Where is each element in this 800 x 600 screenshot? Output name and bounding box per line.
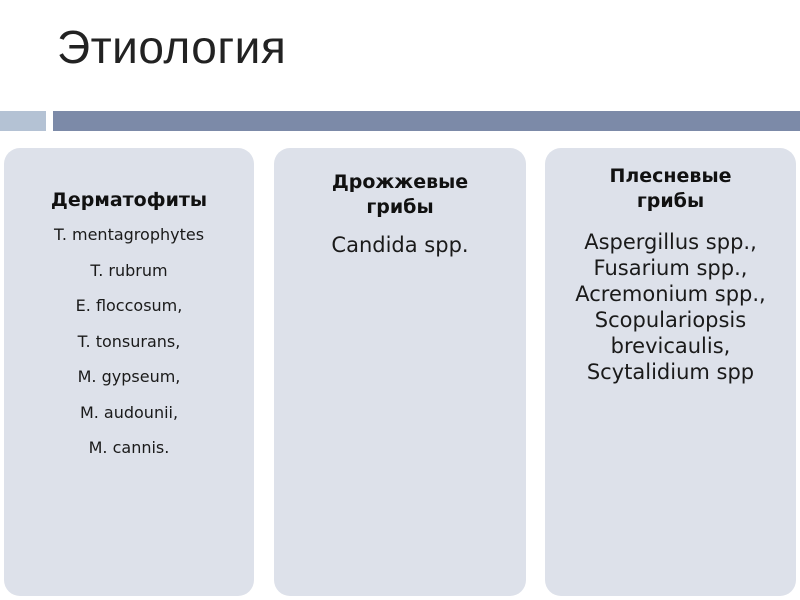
list-item: M. audounii, bbox=[79, 402, 179, 422]
list-item: Fusarium spp., bbox=[593, 256, 748, 280]
organism-list bbox=[274, 232, 526, 258]
list-item: Aspergillus spp., bbox=[584, 230, 757, 254]
card-heading bbox=[545, 164, 796, 214]
card-mold-fungi bbox=[545, 148, 796, 596]
card-heading-line: грибы bbox=[366, 196, 434, 218]
organism-list bbox=[545, 229, 796, 385]
accent-bar-small bbox=[0, 111, 46, 131]
list-item: Scytalidium spp bbox=[586, 360, 755, 384]
list-item: T. mentagrophytes bbox=[53, 225, 205, 244]
organism-list bbox=[4, 217, 254, 466]
list-item: M. cannis. bbox=[88, 438, 170, 457]
list-item: T. tonsurans, bbox=[77, 331, 181, 351]
accent-bar-large bbox=[53, 111, 800, 131]
slide-title: Этиология bbox=[57, 21, 287, 73]
card-dermatophytes bbox=[4, 148, 254, 596]
list-item: M. gypseum, bbox=[77, 367, 181, 386]
card-heading-line: грибы bbox=[636, 190, 705, 212]
list-item: E. floccosum, bbox=[75, 296, 183, 315]
card-yeast-fungi bbox=[274, 148, 526, 596]
card-heading-line: Плесневые bbox=[609, 165, 732, 187]
list-item: T. rubrum bbox=[90, 260, 168, 280]
card-heading-line: Дрожжевые bbox=[331, 171, 469, 193]
list-item: Scopulariopsis bbox=[594, 308, 747, 332]
list-item: Candida spp. bbox=[331, 233, 469, 257]
card-heading bbox=[274, 170, 526, 220]
list-item: brevicaulis, bbox=[610, 334, 731, 358]
card-heading: Дерматофиты bbox=[50, 189, 208, 211]
list-item: Acremonium spp., bbox=[575, 282, 766, 306]
